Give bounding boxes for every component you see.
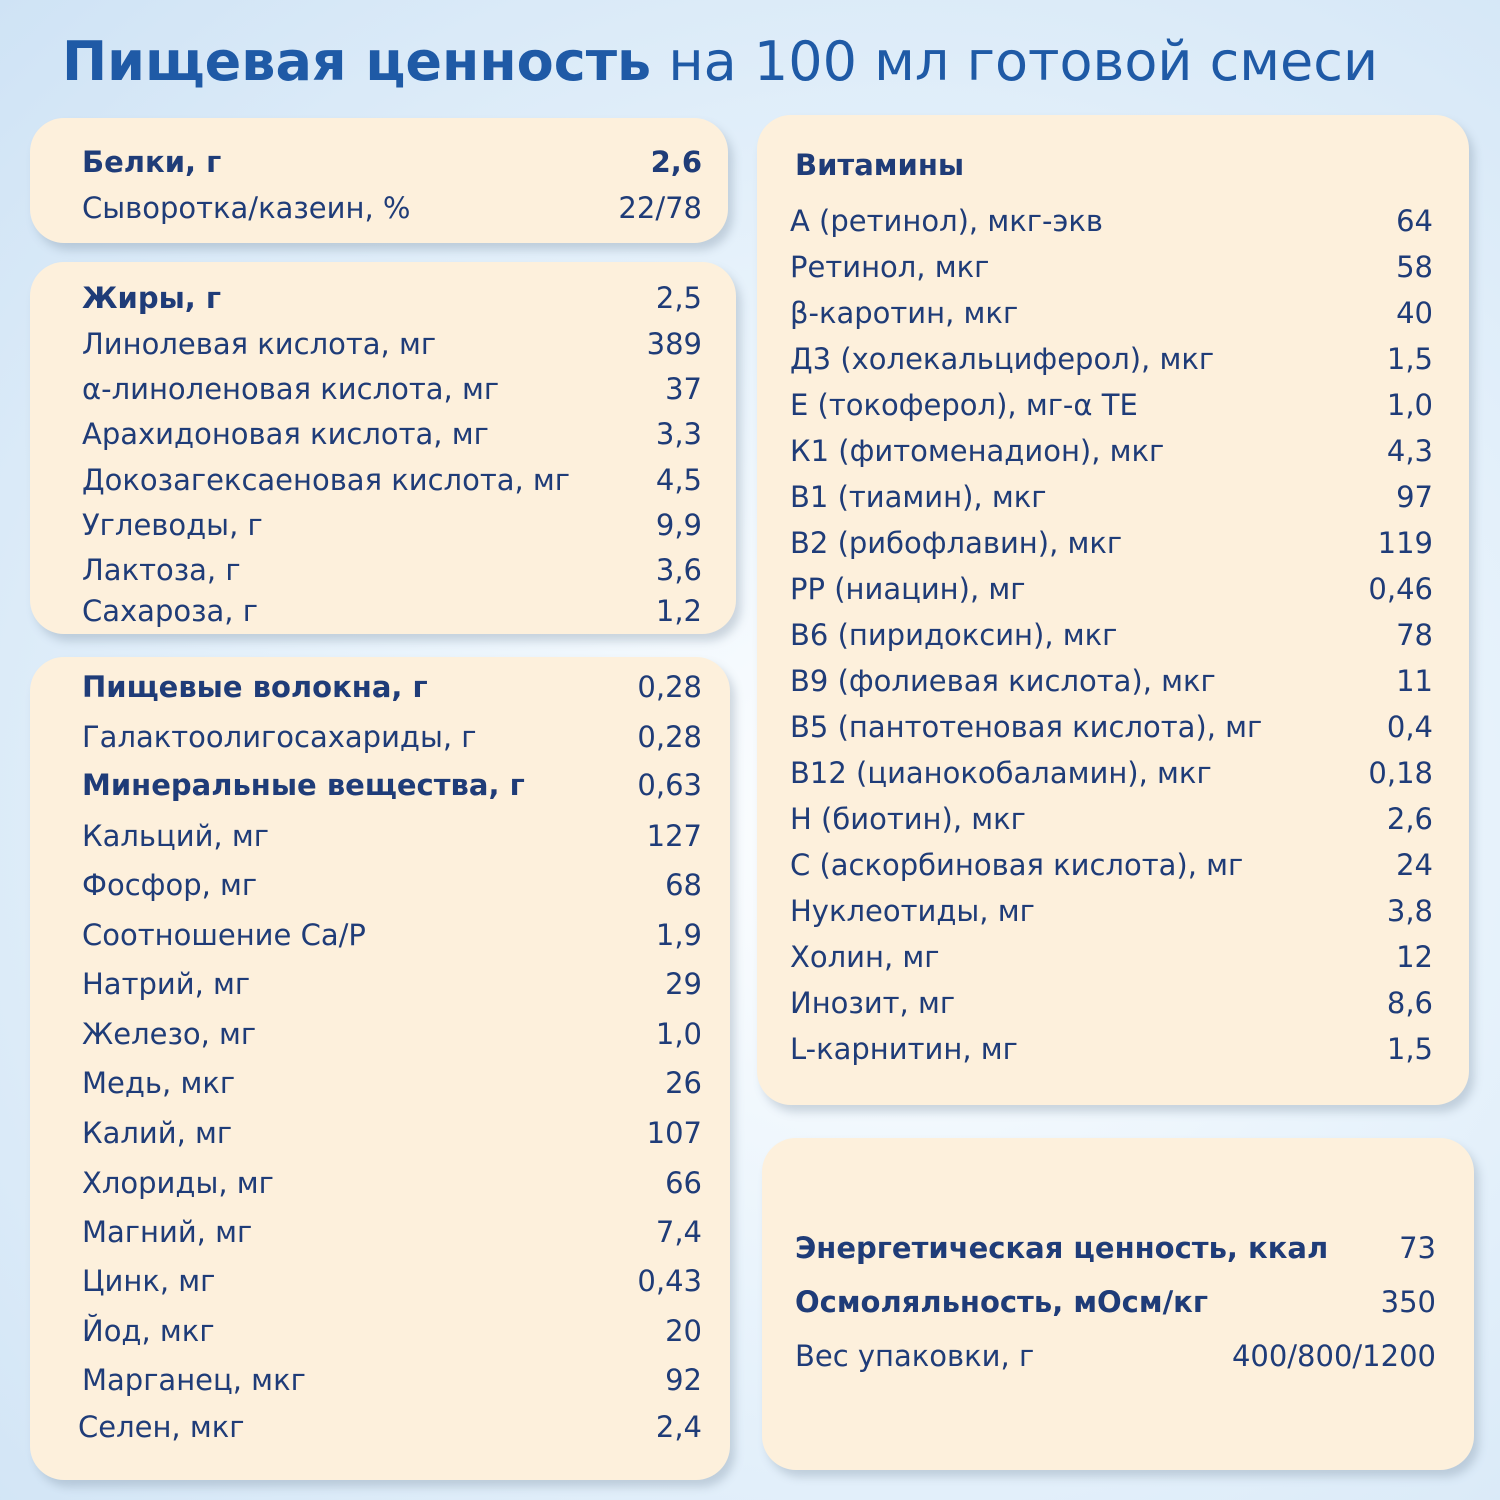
row-label: Ретинол, мкг xyxy=(790,250,990,284)
row-value: 12 xyxy=(1396,940,1433,974)
row-value: 78 xyxy=(1396,618,1433,652)
page-title-bold: Пищевая ценность xyxy=(61,30,652,93)
list-item xyxy=(790,845,1433,885)
energy-row xyxy=(795,1228,1436,1268)
row-label: Линолевая кислота, мг xyxy=(82,327,437,361)
list-item xyxy=(790,431,1433,471)
row-value: 0,28 xyxy=(637,670,702,704)
row-label: В5 (пантотеновая кислота), мг xyxy=(790,710,1263,744)
row-value: 0,43 xyxy=(637,1264,702,1298)
row-value: 64 xyxy=(1396,204,1433,238)
row-label: Магний, мг xyxy=(82,1215,253,1249)
row-label: В1 (тиамин), мкг xyxy=(790,480,1047,514)
page-title xyxy=(0,30,1440,93)
row-value: 24 xyxy=(1396,848,1433,882)
protein-panel xyxy=(30,118,728,243)
row-value: 1,5 xyxy=(1386,342,1433,376)
row-value: 4,3 xyxy=(1386,434,1433,468)
row-value: 92 xyxy=(665,1363,702,1397)
row-label: Селен, мкг xyxy=(78,1410,245,1444)
row-value: 1,9 xyxy=(655,918,702,952)
row-value: 0,28 xyxy=(637,720,702,754)
row-value: 29 xyxy=(665,967,702,1001)
list-item xyxy=(82,324,702,364)
list-item xyxy=(790,201,1433,241)
row-label: Хлориды, мг xyxy=(82,1166,274,1200)
row-label: Кальций, мг xyxy=(82,819,269,853)
row-value: 68 xyxy=(665,868,702,902)
list-item xyxy=(790,983,1433,1023)
row-label: Пищевые волокна, г xyxy=(82,670,428,704)
list-item xyxy=(790,339,1433,379)
minerals-row xyxy=(82,765,702,805)
list-item xyxy=(82,964,702,1004)
row-value: 400/800/1200 xyxy=(1231,1339,1436,1373)
row-label: Лактоза, г xyxy=(82,553,241,587)
row-value: 0,18 xyxy=(1368,756,1433,790)
list-item xyxy=(790,1029,1433,1069)
row-label: Минеральные вещества, г xyxy=(82,768,525,802)
row-label: α-линоленовая кислота, мг xyxy=(82,372,500,406)
list-item xyxy=(82,816,702,856)
vitamins-heading xyxy=(795,145,1435,185)
row-value: 3,6 xyxy=(655,553,702,587)
row-label: В6 (пиридоксин), мкг xyxy=(790,618,1118,652)
row-label: Н (биотин), мкг xyxy=(790,802,1026,836)
row-value: 0,46 xyxy=(1368,572,1433,606)
row-value: 58 xyxy=(1396,250,1433,284)
list-item xyxy=(790,615,1433,655)
row-value: 2,4 xyxy=(655,1410,702,1444)
row-label: Нуклеотиды, мг xyxy=(790,894,1035,928)
list-item xyxy=(82,369,702,409)
list-item xyxy=(790,891,1433,931)
row-value: 73 xyxy=(1399,1231,1436,1265)
row-value: 1,5 xyxy=(1386,1032,1433,1066)
list-item xyxy=(790,937,1433,977)
row-label: Железо, мг xyxy=(82,1017,257,1051)
row-value: 9,9 xyxy=(655,508,702,542)
row-label: РР (ниацин), мг xyxy=(790,572,1026,606)
list-item xyxy=(790,707,1433,747)
energy-panel xyxy=(762,1138,1474,1470)
row-label: Медь, мкг xyxy=(82,1066,236,1100)
list-item xyxy=(82,1261,702,1301)
row-value: 2,6 xyxy=(1386,802,1433,836)
osmolality-row xyxy=(795,1282,1436,1322)
row-label: β-каротин, мкг xyxy=(790,296,1019,330)
row-label: А (ретинол), мкг-экв xyxy=(790,204,1103,238)
list-item xyxy=(82,1163,702,1203)
row-value: 40 xyxy=(1396,296,1433,330)
row-label: В2 (рибофлавин), мкг xyxy=(790,526,1123,560)
list-item xyxy=(82,1360,702,1400)
row-value: 0,4 xyxy=(1386,710,1433,744)
list-item xyxy=(790,753,1433,793)
row-label: С (аскорбиновая кислота), мг xyxy=(790,848,1244,882)
row-label: Докозагексаеновая кислота, мг xyxy=(82,463,571,497)
row-label: К1 (фитоменадион), мкг xyxy=(790,434,1165,468)
row-label: Арахидоновая кислота, мг xyxy=(82,417,489,451)
row-value: 127 xyxy=(646,819,702,853)
list-item xyxy=(82,460,702,500)
row-label: Белки, г xyxy=(82,145,222,179)
row-label: Жиры, г xyxy=(82,281,222,315)
list-item xyxy=(82,505,702,545)
row-value: 350 xyxy=(1380,1285,1436,1319)
row-label: Соотношение Ca/P xyxy=(82,918,366,952)
row-value: 107 xyxy=(646,1116,702,1150)
list-item xyxy=(82,1014,702,1054)
row-value: 4,5 xyxy=(655,463,702,497)
list-item xyxy=(82,550,702,590)
list-item xyxy=(78,1407,702,1447)
row-value: 2,5 xyxy=(655,281,702,315)
row-label: Энергетическая ценность, ккал xyxy=(795,1231,1329,1265)
row-label: Осмоляльность, мОсм/кг xyxy=(795,1285,1208,1319)
list-item xyxy=(82,717,702,757)
fats-panel xyxy=(30,262,736,634)
row-value: 1,2 xyxy=(655,594,702,628)
row-value: 97 xyxy=(1396,480,1433,514)
row-value: 1,0 xyxy=(1386,388,1433,422)
list-item xyxy=(790,523,1433,563)
row-label: Калий, мг xyxy=(82,1116,233,1150)
section-heading: Витамины xyxy=(795,148,965,182)
row-value: 66 xyxy=(665,1166,702,1200)
list-item xyxy=(790,293,1433,333)
list-item xyxy=(82,591,702,631)
row-label: Натрий, мг xyxy=(82,967,251,1001)
row-label: Фосфор, мг xyxy=(82,868,258,902)
row-value: 389 xyxy=(646,327,702,361)
row-label: Инозит, мг xyxy=(790,986,956,1020)
row-value: 37 xyxy=(665,372,702,406)
row-label: Марганец, мкг xyxy=(82,1363,306,1397)
row-label: Е (токоферол), мг-α ТЕ xyxy=(790,388,1138,422)
whey-casein-row xyxy=(82,188,702,228)
row-label: В12 (цианокобаламин), мкг xyxy=(790,756,1212,790)
row-value: 3,8 xyxy=(1386,894,1433,928)
fats-row xyxy=(82,278,702,318)
list-item xyxy=(790,247,1433,287)
protein-row xyxy=(82,142,702,182)
row-value: 2,6 xyxy=(650,145,702,179)
package-weight-row xyxy=(795,1336,1436,1376)
page-title-rest: на 100 мл готовой смеси xyxy=(668,30,1379,93)
list-item xyxy=(82,865,702,905)
row-label: В9 (фолиевая кислота), мкг xyxy=(790,664,1216,698)
row-label: Сыворотка/казеин, % xyxy=(82,191,411,225)
row-value: 119 xyxy=(1377,526,1433,560)
row-label: Д3 (холекальциферол), мкг xyxy=(790,342,1215,376)
row-value: 20 xyxy=(665,1314,702,1348)
minerals-panel xyxy=(30,657,730,1480)
list-item xyxy=(790,477,1433,517)
row-label: Галактоолигосахариды, г xyxy=(82,720,477,754)
vitamins-panel xyxy=(757,115,1469,1105)
row-value: 26 xyxy=(665,1066,702,1100)
row-label: Сахароза, г xyxy=(82,594,258,628)
row-value: 8,6 xyxy=(1386,986,1433,1020)
list-item xyxy=(82,1113,702,1153)
row-value: 1,0 xyxy=(655,1017,702,1051)
row-value: 22/78 xyxy=(618,191,702,225)
row-label: Йод, мкг xyxy=(82,1314,215,1348)
row-label: L-карнитин, мг xyxy=(790,1032,1018,1066)
row-value: 0,63 xyxy=(637,768,702,802)
row-label: Холин, мг xyxy=(790,940,940,974)
list-item xyxy=(82,1311,702,1351)
row-value: 3,3 xyxy=(655,417,702,451)
list-item xyxy=(790,799,1433,839)
list-item xyxy=(82,1063,702,1103)
list-item xyxy=(82,915,702,955)
list-item xyxy=(82,414,702,454)
list-item xyxy=(790,661,1433,701)
list-item xyxy=(790,569,1433,609)
row-label: Вес упаковки, г xyxy=(795,1339,1035,1373)
list-item xyxy=(790,385,1433,425)
row-value: 7,4 xyxy=(655,1215,702,1249)
fiber-row xyxy=(82,667,702,707)
list-item xyxy=(82,1212,702,1252)
row-value: 11 xyxy=(1396,664,1433,698)
row-label: Углеводы, г xyxy=(82,508,263,542)
row-label: Цинк, мг xyxy=(82,1264,216,1298)
